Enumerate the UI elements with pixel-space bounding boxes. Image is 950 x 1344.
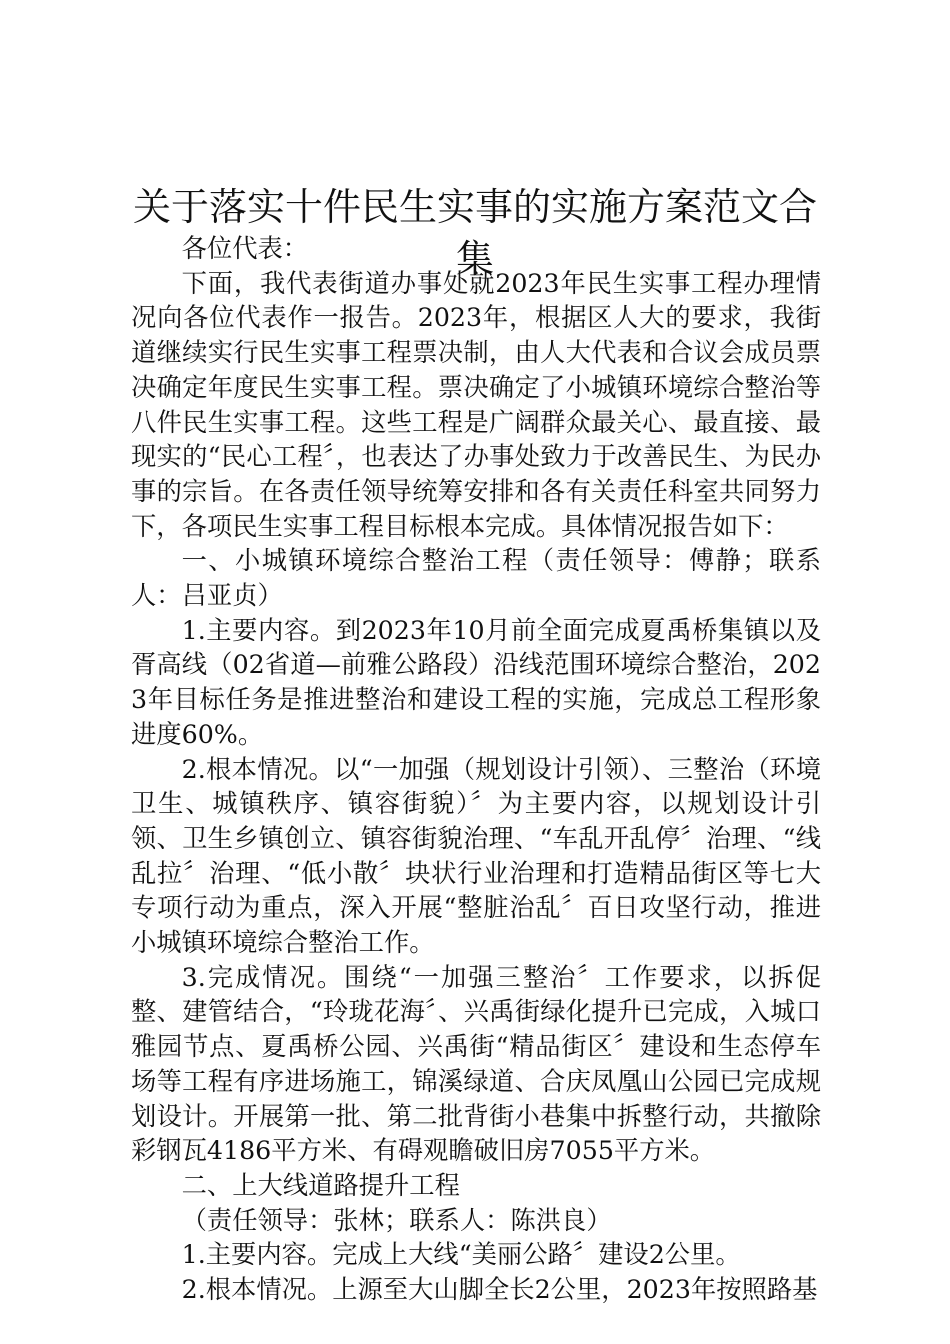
section-2-responsibility: （责任领导：张林；联系人：陈洪良） xyxy=(181,1205,612,1235)
document-title: 关于落实十件民生实事的实施方案范文合集 xyxy=(132,185,817,281)
report-intro-paragraph: 下面，我代表街道办事处就2023年民生实事工程办理情况向各位代表作一报告。2023年，根据区人大的要求，我街道继续实行民生实事工程票决制，由人大代表和合议会成员票决确定年度民生实事工程。票决确定了小城镇环境综合整治等八件民生实事工程。这些工程是广阔群众最关心、最直接、最现实的“民心工程〞，也表达了办事处致力于改善民生、为民办事的宗旨。在各责任领导统筹安排和各有关责任科室共同努力下，各项民生实事工程目标根本完成。具体情况报告如下： xyxy=(131,268,821,541)
section-1-item-2: 2.根本情况。以“一加强（规划设计引领）、三整治（环境卫生、城镇秩序、镇容街貌）〞为主要内容，以规划设计引领、卫生乡镇创立、镇容街貌治理、“车乱开乱停〞治理、“线乱拉〞治理、“低小散〞块状行业治理和打造精品街区等七大专项行动为重点，深入开展“整脏治乱〞百日攻坚行动，推进小城镇环境综合整治工作。 xyxy=(131,754,821,958)
section-heading-2: 二、上大线道路提升工程 xyxy=(181,1170,460,1200)
section-heading-1: 一、小城镇环境综合整治工程（责任领导：傅静；联系人：吕亚贞） xyxy=(131,546,821,611)
section-1-item-3: 3.完成情况。围绕“一加强三整治〞工作要求，以拆促整、建管结合，“玲珑花海〞、兴禹街绿化提升已完成，入城口雅园节点、夏禹桥公园、兴禹街“精品街区〞建设和生态停车场等工程有序进场施工，锦溪绿道、合庆凤凰山公园已完成规划设计。开展第一批、第二批背街小巷集中拆整行动，共撤除彩钢瓦4186平方米、有碍观瞻破旧房7055平方米。 xyxy=(131,962,821,1166)
section-1-item-1: 1.主要内容。到2023年10月前全面完成夏禹桥集镇以及胥高线（02省道—前雅公路段）沿线范围环境综合整治，2023年目标任务是推进整治和建设工程的实施，完成总工程形象进度60%。 xyxy=(131,615,821,749)
salutation-paragraph: 各位代表： xyxy=(181,234,309,263)
document-body xyxy=(131,232,821,1308)
section-2-item-1: 1.主要内容。完成上大线“美丽公路〞建设2公里。 xyxy=(181,1240,741,1270)
section-2-item-2: 2.根本情况。上源至大山脚全长2公里，2023年按照路基 xyxy=(181,1275,818,1305)
